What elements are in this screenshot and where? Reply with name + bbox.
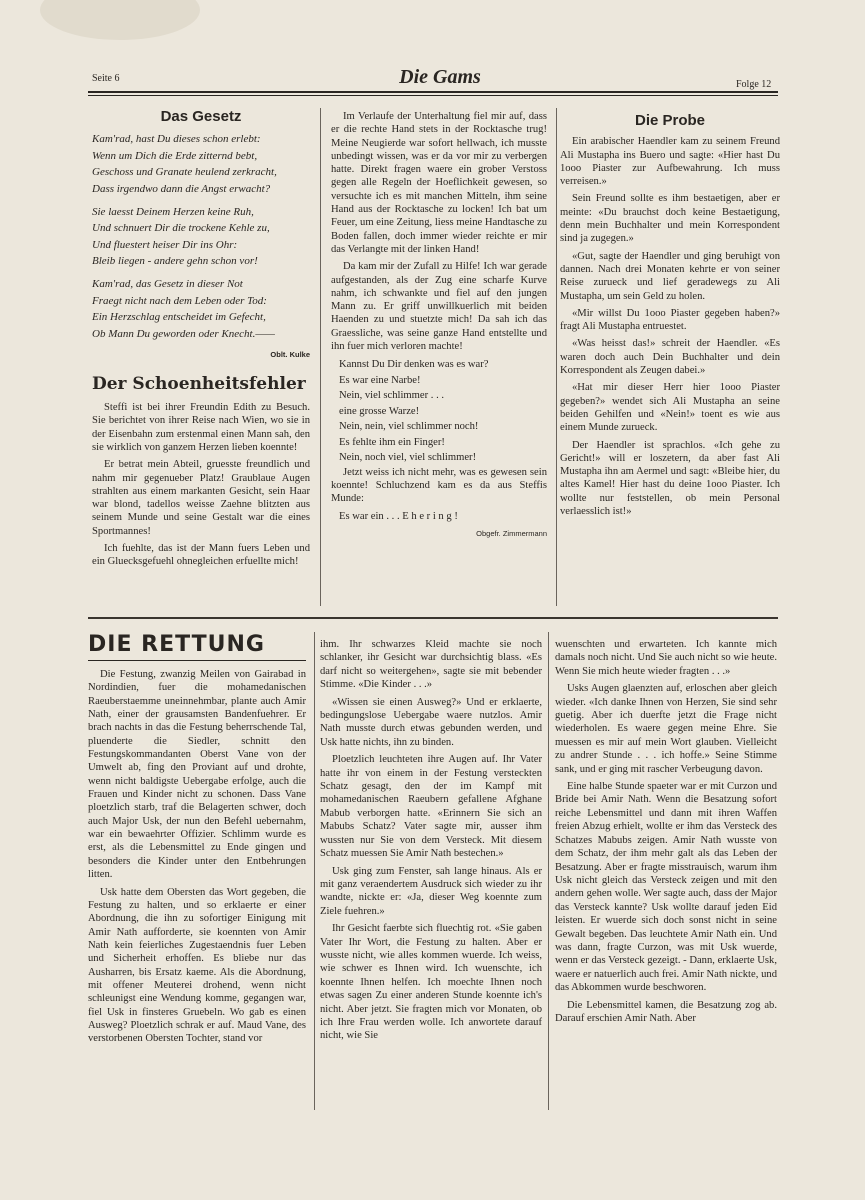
rettung-column-2 [320, 638, 542, 1047]
column-divider [556, 108, 557, 606]
schoenheit-author: Obgefr. Zimmermann [476, 529, 547, 539]
paragraph: Ihr Gesicht faerbte sich fluechtig rot. «Sie gaben Vater Ihr Wort, die Festung zu halten. Aber er wusste nicht, wie alles kommen wuerde. Ich weiss, wie schwer es Ihnen wird. Ich wuenschte, ich koennte Ihnen helfen. Ich moechte Ihnen noch etwas sagen Zu einer anderen Stunde koennte ich's nicht. Aber jetzt. Sie fragten mich vor Monaten, ob ich Ihre Frau werden wolle. Ich anwortete darauf nicht, wie Sie [320, 923, 542, 1042]
paragraph: wuenschten und erwarteten. Ich kannte mich damals noch nicht. Und Sie auch nicht so wie heute. Wenn Sie mich heute wieder fragten . . .» [555, 639, 777, 677]
poem-stanza [92, 131, 310, 197]
poem-line: Kam'rad, hast Du dieses schon erlebt: [92, 133, 261, 146]
poem-stanza [92, 276, 310, 342]
poem-stanza [92, 204, 310, 270]
gesetz-author: Oblt. Kulke [270, 350, 310, 360]
paragraph: Usk ging zum Fenster, sah lange hinaus. Als er mit ganz veraendertem Ausdruck sich wieder zu ihr wandte, nickte er: «Ja, dieser Weg koennte zum Ziele fuehren.» [320, 865, 542, 917]
dialog-line: Nein, noch viel, viel schlimmer! [339, 452, 477, 464]
paragraph: Usk hatte dem Obersten das Wort gegeben, die Festung zu halten, und so erklaerte er einer Abordnung, die ihn zu sofortiger Einigung mit Amir Nath aufforderte, sie koennten von Amir Nath kein feierliches Zugestaendnis fuer Leben und Sicherheit erhoffen. Es bliebe nur das Ausharren, bis Ersatz kaeme. Als die Abordnung, mit offener Meuterei drohend, wenn nicht schleunigst eine Wendung komme, gegangen war, fiel Usk in finsteres Gruebeln. Wo gab es einen Ausweg? Ploetzlich schrak er auf. Maud Vane, des verstorbenen Obersten Tochter, stand vor [88, 886, 306, 1045]
dialog-line: Nein, viel schlimmer . . . [339, 390, 445, 402]
paragraph: «Hat mir dieser Herr hier 1ooo Piaster gegeben?» wendet sich Ali Mustapha an seine beiden Gehilfen und «Nein!» toent es wie aus einem Munde zurueck. [560, 382, 780, 434]
paper-stain [40, 0, 200, 40]
paragraph: Ein arabischer Haendler kam zu seinem Freund Ali Mustapha ins Buero und sagte: «Hier hast Du 1ooo Piaster zur Aufbewahrung. Ich muss verreisen.» [560, 136, 780, 188]
poem-line: Und fluestert heiser Dir ins Ohr: [92, 238, 238, 251]
paragraph: «Mir willst Du 1ooo Piaster gegeben haben?» fragt Ali Mustapha entruestet. [560, 307, 780, 333]
poem-line: Und schnuert Dir die trockene Kehle zu, [92, 222, 270, 235]
header-rule-thin [88, 95, 778, 96]
header-rule [88, 91, 778, 93]
column-divider [314, 632, 315, 1110]
paper-name: Die Gams [399, 66, 481, 88]
paragraph: Der Haendler ist sprachlos. «Ich gehe zu Gericht!» will er loszetern, da aber fast Ali Mustapha ihn am Aermel und sagt: «Bleibe hier, du altes Kamel! Hier hast du deine 1ooo Piaster. Ich wollte nur feststellen, ob mein Personal verlaesslich ist!» [560, 439, 780, 518]
title-underline [88, 660, 306, 661]
column-divider [320, 108, 321, 606]
dialog-line: Es war eine Narbe! [339, 374, 421, 386]
probe-title: Die Probe [634, 112, 706, 129]
paragraph: «Wissen sie einen Ausweg?» Und er erklaerte, bedingungslose Uebergabe waere nutzlos. Amir Nath musste durch etwas gebunden werden, und Usk hatte nichts, ihn zu binden. [320, 696, 542, 748]
punchline: Es war ein . . . E h e r i n g ! [339, 510, 458, 522]
poem-line: Ob Mann Du geworden oder Knecht.—— [92, 327, 275, 340]
dialog-line: Nein, nein, viel schlimmer noch! [339, 421, 479, 433]
paragraph: Eine halbe Stunde spaeter war er mit Curzon und Bride bei Amir Nath. Wenn die Besatzung sofort reiche Lebensmittel und dann mit ihren Waffen freien Abzug erhielt, wollte er ihm das Versteck des Schatzes Mabubs zeigen. Amir Nath wusste von dem Schatz, der ihm mehr galt als das Leben der Besatzung. Aber er fragte misstrauisch, warum ihm Usk nicht gleich das Versteck zeigen und mit den andern gehen wolle. Wer sagte auch, dass der Major das Versteck kannte? Usk wollte darauf jeden Eid leisten. Er wuerde sich doch sonst nicht in seine Gewalt begeben. Das leuchtete Amir Nath ein. Und was dann, fragte Curzon, was mit Usk wuerde, wenn er das Versteck gezeigt. - Dann, erklaerte Usk, waere er natuerlich auch frei. Amir Nath nickte, und das Abkommen wurde beschworen. [555, 781, 777, 994]
paragraph: «Was heisst das!» schreit der Haendler. «Es waren doch auch Dein Buchhalter und dein Korrespondent als Zeugen dabei.» [560, 338, 780, 377]
rettung-title: DIE RETTUNG [88, 632, 265, 657]
schoenheit-title: Der Schoenheitsfehler [92, 373, 306, 394]
rettung-column-1 [88, 668, 306, 1050]
dialog-lines [331, 357, 547, 466]
gesetz-title: Das Gesetz [160, 108, 242, 125]
page-number: Seite 6 [92, 73, 120, 84]
poem-line: Sie laesst Deinem Herzen keine Ruh, [92, 205, 254, 218]
paragraph: Die Lebensmittel kamen, die Besatzung zog ab. Darauf erschien Amir Nath. Aber [555, 999, 777, 1024]
gesetz-poem [92, 131, 310, 342]
dialog-line: Kannst Du Dir denken was es war? [339, 359, 489, 371]
paragraph: ihm. Ihr schwarzes Kleid machte sie noch schlanker, ihr Gesicht war durchsichtig blass. «Es darf nicht so weitergehen», sagte sie mit bebender Stimme. «Die Kinder . . .» [320, 639, 542, 691]
column-divider [548, 632, 549, 1110]
paragraph: Usks Augen glaenzten auf, erloschen aber gleich wieder. «Ich danke Ihnen von Herzen, Sie sind sehr guetig. Aber ich duerfte jetzt die Frage nicht wiederholen. Es waere gegen meine Ehre. Sie muessen es mir auf mein Wort glauben. Vielleicht zu andrer Stunde . . . ich hoffe.» Seine Stimme sank, und er ging mit rascher Verbeugung davon. [555, 683, 777, 775]
poem-line: Bleib liegen - andere gehn schon vor! [92, 255, 258, 268]
poem-line: Dass irgendwo dann die Angst erwacht? [92, 183, 271, 196]
paragraph: Im Verlaufe der Unterhaltung fiel mir auf, dass er die rechte Hand stets in der Rocktasche trug! Meine Neugierde war sofort hellwach, ich musste unbedingt wissen, was er da vor mir zu verbergen hatte. Direkt fragen waere ein grober Verstoss gegen alle Regeln der Hoeflichkeit gewesen, so versuchte ich es mit manchen Mitteln, ihm seine Hand aus der Rocktasche zu locken! Ich bat um Feuer, um eine Zeitung, liess meine Handtasche zu Boden fallen, doch immer wieder reichte er mir das Verlangte mit der linken Hand! [331, 111, 547, 255]
section-divider [88, 617, 778, 619]
poem-line: Wenn um Dich die Erde zitternd bebt, [92, 149, 258, 162]
column-left-top [92, 110, 310, 573]
rettung-column-3 [555, 638, 777, 1029]
paragraph: Da kam mir der Zufall zu Hilfe! Ich war gerade aufgestanden, als der Zug eine scharfe Kurve nahm, ich schwankte und fiel auf den jungen Mann zu. Er griff unwillkuerlich mit beiden Haenden zu und stuetzte mich! Da sah ich das Graessliche, was seine ganze Hand entstellte und ihn fuer mich verloren machte! [331, 261, 547, 353]
paragraph: Jetzt weiss ich nicht mehr, was es gewesen sein koennte! Schluchzend kam es da aus Steffis Munde: [331, 466, 547, 505]
dialog-line: Es fehlte ihm ein Finger! [339, 436, 445, 448]
paragraph: Die Festung, zwanzig Meilen von Gairabad in Nordindien, fuer die mohamedanischen Raeuberstaemme uneinnehmbar, plante auch Amir Nath, einer der grausamsten Bandenfuehrer. Er brach nachts in das die Festung beherrschende Tal, pluenderte die Siedler, schnitt den Festungskommandanten Oberst Vane von der Umwelt ab, fing den Proviant auf und drohte, wenn nicht baldigste Uebergabe erfolge, auch die Frauen und Kinder nicht zu schonen. Dass Vane ploetzlich starb, traf die Belagerten schwer, doch auch Major Usk, der nun den Befehl uebernahm, war ein bewaehrter Offizier. Schlimm wurde es erst, als die Lebensmittel zu Ende gingen und besonders die Kinder unter den Entbehrungen litten. [88, 669, 306, 881]
poem-line: Fraegt nicht nach dem Leben oder Tod: [92, 294, 267, 307]
paragraph: Sein Freund sollte es ihm bestaetigen, aber er meinte: «Du brauchst doch keine Bestaetigung, denn mein Buchhalter und mein Korrespondent sind ja zugegen.» [560, 193, 780, 245]
dialog-line: eine grosse Warze! [339, 405, 420, 417]
paragraph: Ich fuehlte, das ist der Mann fuers Leben und ein Gluecksgefuehl ohnegleichen erfuellte mich! [92, 542, 310, 568]
paragraph: Ploetzlich leuchteten ihre Augen auf. Ihr Vater hatte ihr von einem in der Festung versteckten Schatz gesagt, den der im Kampf mit mohamedanischen Raeubern gefallene Afghane Mabub verborgen hatte. «Erinnern Sie sich an Mabubs Schatz? Vater sagte mir, ausser ihm wussten nur Sie von dem Versteck. Mit diesem Schatz muessen Sie Amir Nath bestechen.» [320, 754, 542, 860]
poem-line: Geschoss und Granate heulend zerkracht, [92, 166, 277, 179]
paragraph: Steffi ist bei ihrer Freundin Edith zu Besuch. Sie berichtet von ihrer Reise nach Wien, wo sie in der Eisenbahn zum erstenmal einen Mann sah, den sie wirklich von ganzem Herzen lieben koennte! [92, 402, 310, 453]
paragraph: Er betrat mein Abteil, gruesste freundlich und nahm mir gegenueber Platz! Graublaue Augen strahlten aus einem markanten Gesicht, sein Haar war blond, tadellos weisse Zaehne blitzten aus seinem Munde und seine Gestalt war die eines Sportmannes! [92, 459, 310, 537]
issue-number: Folge 12 [736, 79, 772, 90]
poem-line: Kam'rad, das Gesetz in dieser Not [92, 278, 243, 291]
column-middle-top [331, 110, 547, 540]
column-right-top [560, 114, 780, 522]
poem-line: Ein Herzschlag entscheidet im Gefecht, [92, 311, 266, 324]
paragraph: «Gut, sagte der Haendler und ging beruhigt von dannen. Nach drei Monaten kehrte er von seiner Reise zurueck und lief geradewegs zu Ali Mustapha, um sein Geld zu holen. [560, 250, 780, 302]
